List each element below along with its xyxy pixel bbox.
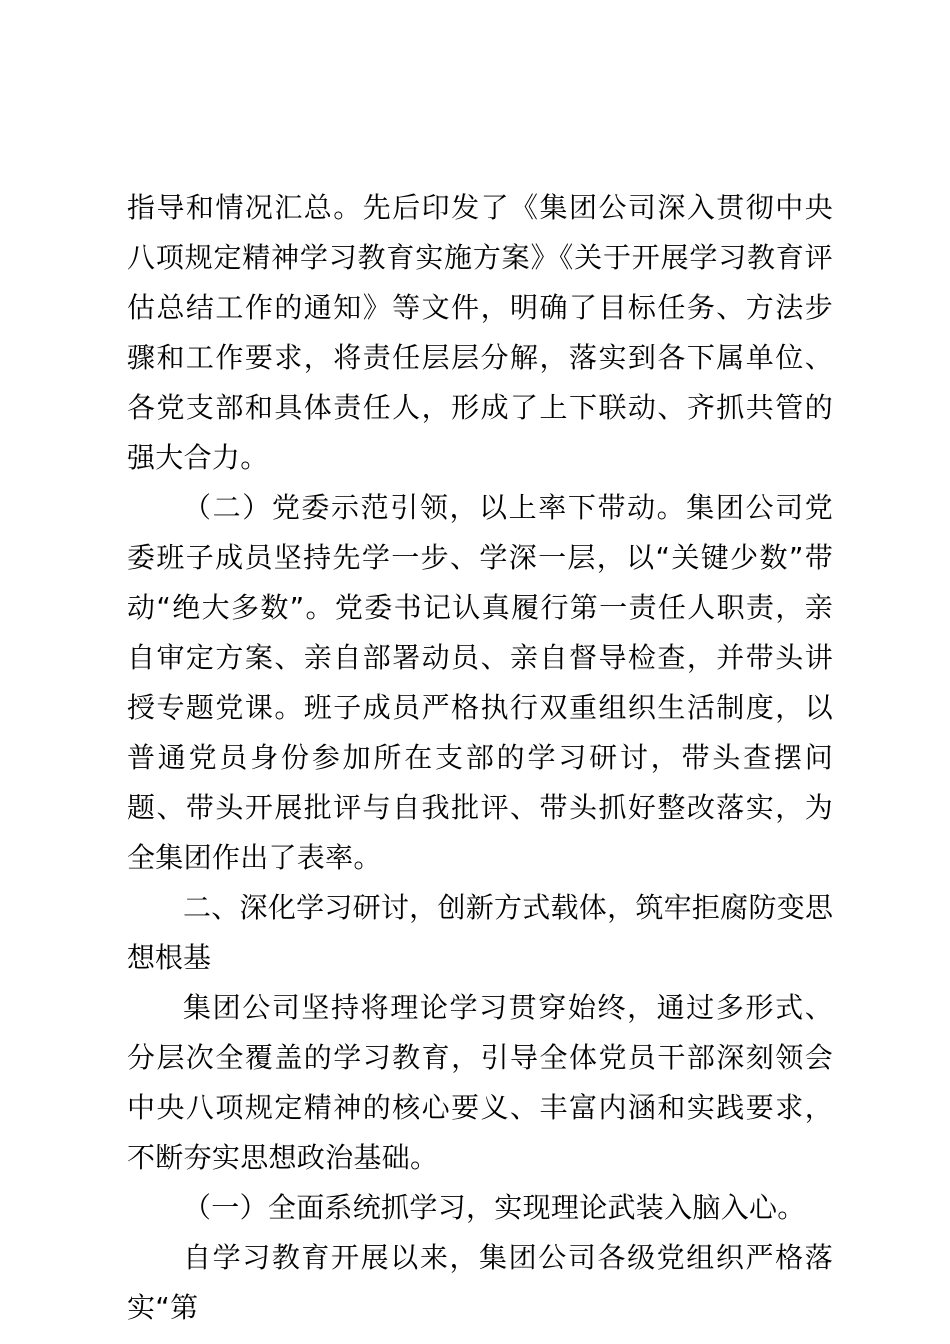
paragraph-study-start: 自学习教育开展以来，集团公司各级党组织严格落实“第 — [127, 1241, 833, 1324]
subsection-heading-one: （一）全面系统抓学习，实现理论武装入脑入心。 — [183, 1191, 806, 1224]
paragraph-theory-study: 集团公司坚持将理论学习贯穿始终，通过多形式、分层次全覆盖的学习教育，引导全体党员干部深刻领会中央八项规定精神的核心要义、丰富内涵和实践要求，不断夯实思想政治基础。 — [127, 991, 833, 1174]
section-heading-two: 二、深化学习研讨，创新方式载体，筑牢拒腐防变思想根基 — [127, 891, 833, 974]
paragraph-continuation: 指导和情况汇总。先后印发了《集团公司深入贯彻中央八项规定精神学习教育实施方案》《关于开展学习教育评估总结工作的通知》等文件，明确了目标任务、方法步骤和工作要求，将责任层层分解，落实到各下属单位、各党支部和具体责任人，形成了上下联动、齐抓共管的强大合力。 — [127, 191, 833, 474]
paragraph-party-committee-leadership: （二）党委示范引领，以上率下带动。集团公司党委班子成员坚持先学一步、学深一层，以“关键少数”带动“绝大多数”。党委书记认真履行第一责任人职责，亲自审定方案、亲自部署动员、亲自督导检查，并带头讲授专题党课。班子成员严格执行双重组织生活制度，以普通党员身份参加所在支部的学习研讨，带头查摆问题、带头开展批评与自我批评、带头抓好整改落实，为全集团作出了表率。 — [127, 491, 833, 874]
document-body — [127, 183, 833, 1333]
